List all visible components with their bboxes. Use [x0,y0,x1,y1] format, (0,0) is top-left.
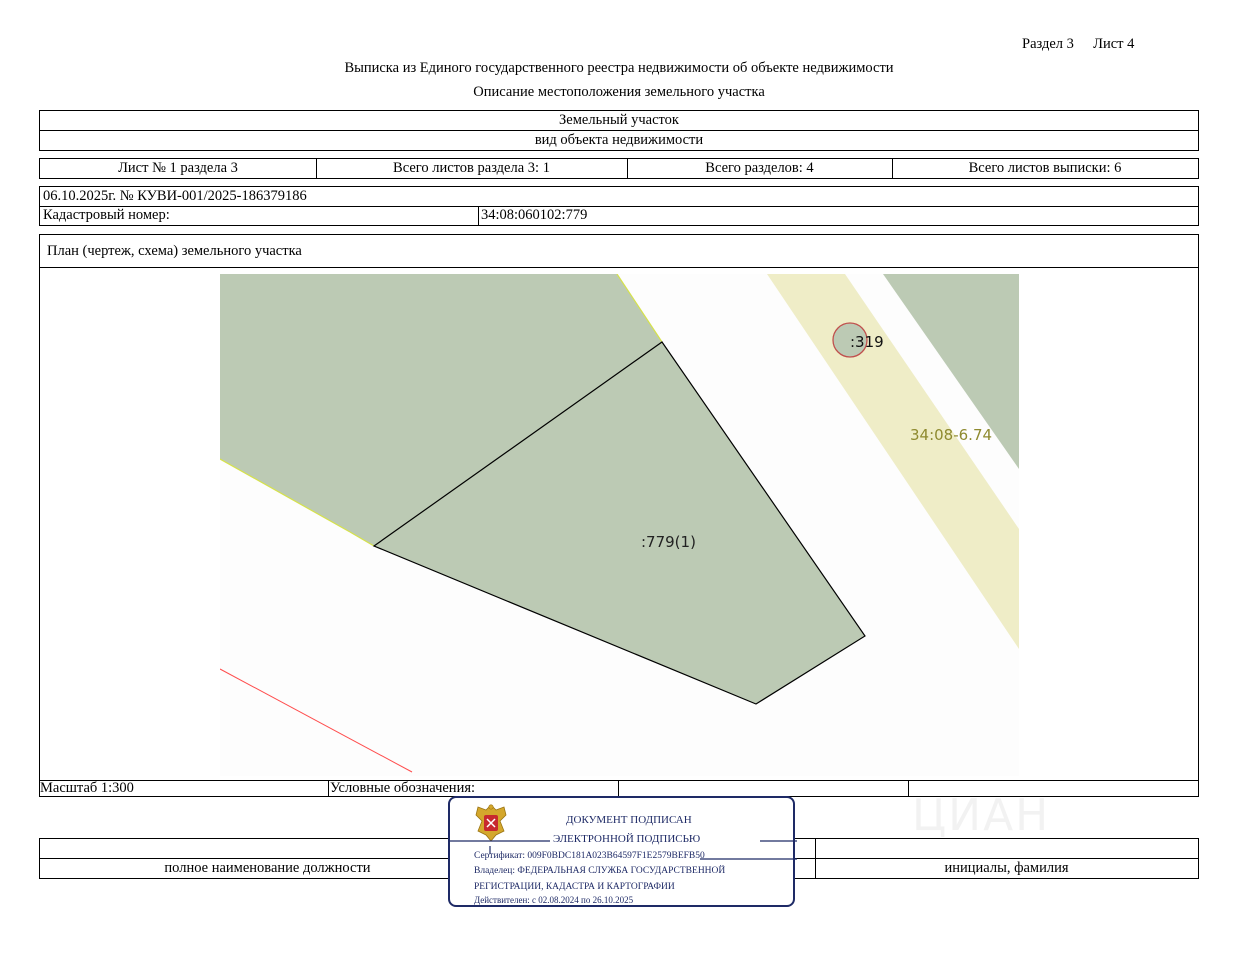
name-caption: инициалы, фамилия [944,860,1069,876]
scale-label: Масштаб 1:300 [40,780,134,796]
stamp-validity: Действителен: с 02.08.2024 по 26.10.2025 [474,895,634,905]
cadastral-value: 34:08:060102:779 [481,207,588,223]
legend-label: Условные обозначения: [330,780,476,796]
stamp-owner-line2: РЕГИСТРАЦИИ, КАДАСТРА И КАРТОГРАФИИ [474,882,675,892]
sheet-of-section: Лист № 1 раздела 3 [118,160,238,176]
stamp-line2: ЭЛЕКТРОННОЙ ПОДПИСЬЮ [553,833,701,845]
total-sheets-section: Всего листов раздела 3: 1 [393,160,550,176]
parcel-779-label: :779(1) [641,533,696,551]
position-caption: полное наименование должности [164,860,371,876]
record-block [39,186,1199,226]
document-title: Выписка из Единого государственного реестра недвижимости об объекте недвижимости [344,60,894,76]
cadastral-label: Кадастровый номер: [43,207,170,223]
date-number: 06.10.2025г. № КУВИ-001/2025-186379186 [43,188,307,204]
sheet-info-row [39,158,1199,179]
stamp-line1: ДОКУМЕНТ ПОДПИСАН [566,814,692,826]
total-sheets-extract: Всего листов выписки: 6 [968,160,1122,176]
watermark-logo: ЦИАН [912,790,1051,841]
sheet-label: Лист 4 [1093,36,1135,52]
zone-code-label: 34:08-6.74 [910,426,993,444]
plan-map [220,274,1019,776]
parcel-319-label: :319 [850,333,884,351]
stamp-certificate: Сертификат: 009F0BDC181A023B64597F1E2579BEFB50 [474,851,705,861]
document-subtitle: Описание местоположения земельного участка [473,84,765,100]
section-sheet-label [1022,36,1134,53]
plan-title: План (чертеж, схема) земельного участка [47,243,302,259]
e-signature-stamp [448,796,795,907]
object-type: Земельный участок [559,112,679,128]
object-type-block [39,110,1199,151]
stamp-owner-line1: Владелец: ФЕДЕРАЛЬНАЯ СЛУЖБА ГОСУДАРСТВЕННОЙ [474,866,726,876]
total-sections: Всего разделов: 4 [705,160,814,176]
section-label: Раздел 3 [1022,36,1074,52]
object-type-caption: вид объекта недвижимости [534,132,704,148]
